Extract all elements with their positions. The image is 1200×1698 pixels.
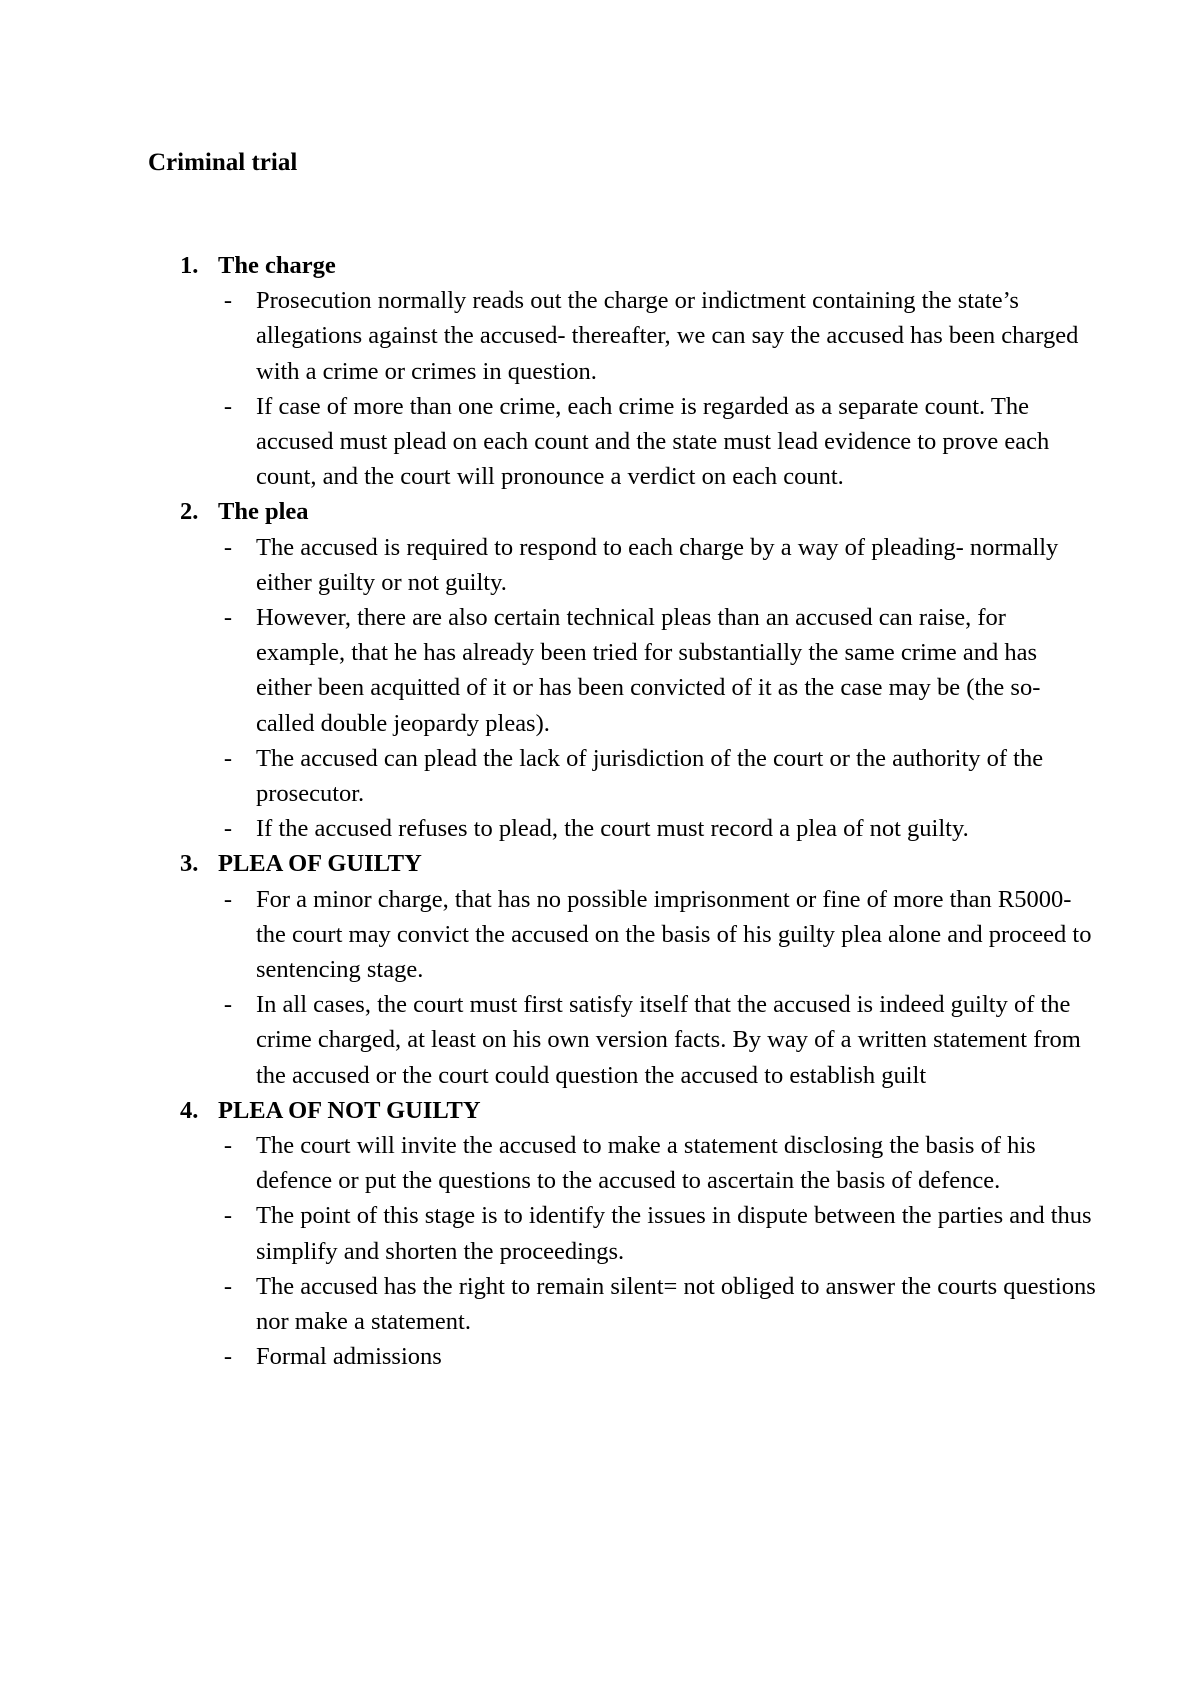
bullet-item [223,600,1098,741]
bullet-list [218,1128,1098,1374]
bullet-item [223,1198,1098,1268]
bullet-text: If the accused refuses to plead, the court must record a plea of not guilty. [256,815,969,843]
dash-bullet-icon: - [223,744,233,772]
dash-bullet-icon: - [223,1343,233,1371]
bullet-item [223,882,1098,988]
bullet-text: Prosecution normally reads out the charge or indictment containing the state’s allegations against the accused- thereafter, we can say the accused has been charged with a crime or crimes in question. [256,287,1079,385]
section-number: 2. [180,498,199,526]
bullet-item [223,1269,1098,1339]
bullet-list [218,283,1098,494]
bullet-text: Formal admissions [256,1343,442,1371]
bullet-item [223,1339,1098,1374]
bullet-item [223,741,1098,811]
bullet-text: However, there are also certain technical pleas than an accused can raise, for example, that he has already been tried for substantially the same crime and has either been acquitted of it or has been convicted of it as the case may be (the so-called double jeopardy pleas). [256,604,1041,737]
bullet-text: In all cases, the court must first satisfy itself that the accused is indeed guilty of the crime charged, at least on his own version facts. By way of a written statement from the accused or the court could question the accused to establish guilt [256,991,1081,1089]
dash-bullet-icon: - [223,991,233,1019]
bullet-text: The accused can plead the lack of jurisdiction of the court or the authority of the prosecutor. [256,744,1044,808]
dash-bullet-icon: - [223,533,233,561]
section-charge [180,248,1098,494]
dash-bullet-icon: - [223,1202,233,1230]
bullet-text: The point of this stage is to identify the issues in dispute between the parties and thus simplify and shorten the proceedings. [256,1202,1092,1265]
bullet-item [223,987,1098,1093]
bullet-item [223,389,1098,495]
dash-bullet-icon: - [223,287,233,315]
section-heading: PLEA OF GUILTY [218,850,422,878]
section-plea [180,494,1098,846]
section-plea-of-guilty [180,846,1098,1092]
bullet-list [218,882,1098,1093]
section-number: 4. [180,1096,199,1124]
bullet-text: The accused has the right to remain silent= not obliged to answer the courts questions nor make a statement. [256,1272,1096,1336]
bullet-list [218,530,1098,847]
section-number: 3. [180,850,199,878]
section-number: 1. [180,252,199,279]
dash-bullet-icon: - [223,1272,233,1300]
dash-bullet-icon: - [223,1132,233,1160]
section-heading: The plea [218,498,309,526]
dash-bullet-icon: - [223,885,233,913]
bullet-item [223,811,1098,846]
dash-bullet-icon: - [223,392,233,420]
section-plea-of-not-guilty [180,1093,1098,1375]
dash-bullet-icon: - [223,815,233,843]
document-title: Criminal trial [148,149,298,176]
bullet-item [223,530,1098,600]
section-list [180,248,1098,1375]
dash-bullet-icon: - [223,604,233,632]
bullet-text: The court will invite the accused to make a statement disclosing the basis of his defence or put the questions to the accused to ascertain the basis of defence. [256,1132,1036,1195]
section-heading: PLEA OF NOT GUILTY [218,1096,481,1124]
bullet-item [223,1128,1098,1198]
bullet-text: The accused is required to respond to each charge by a way of pleading- normally either guilty or not guilty. [256,533,1059,596]
bullet-text: If case of more than one crime, each crime is regarded as a separate count. The accused must plead on each count and the state must lead evidence to prove each count, and the court will pronounce a verdict on each count. [256,392,1050,491]
bullet-item [223,283,1098,389]
section-heading: The charge [218,252,336,279]
bullet-text: For a minor charge, that has no possible imprisonment or fine of more than R5000- the court may convict the accused on the basis of his guilty plea alone and proceed to sentencing stage. [256,885,1092,984]
